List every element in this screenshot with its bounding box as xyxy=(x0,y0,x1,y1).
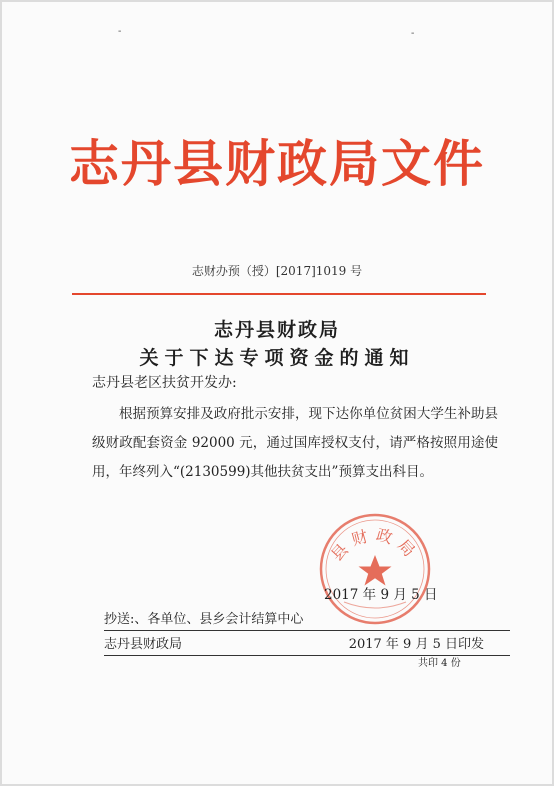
copies-count: 共印 4 份 xyxy=(418,658,461,669)
notice-body xyxy=(92,400,498,487)
scan-mark: - xyxy=(411,28,415,39)
notice-addressee: 志丹县老区扶贫开发办: xyxy=(92,375,237,391)
signature-date: 2017 年 9 月 5 日 xyxy=(324,587,438,603)
footer-print-date: 2017 年 9 月 5 日印发 xyxy=(348,637,484,652)
document-number: 志财办预（授）[2017]1019 号 xyxy=(191,264,363,278)
notice-subject: 关于下达专项资金的通知 xyxy=(139,347,415,369)
footer-issuer: 志丹县财政局 xyxy=(104,637,183,652)
body-paragraph: 根据预算安排及政府批示安排，现下达你单位贫困大学生补助县级财政配套资金 92000 元，通过国库授权支付，请严格按照用途使用，年终列入“(2130599)其他扶贫支出”预算支出科目。 xyxy=(92,406,498,480)
document-header-title: 志丹县财政局文件 xyxy=(69,134,485,193)
seal-star-icon xyxy=(359,555,392,586)
cc-line: 抄送:、各单位、县乡会计结算中心 xyxy=(104,608,510,631)
notice-issuer: 志丹县财政局 xyxy=(213,319,340,341)
footer-line xyxy=(104,633,510,656)
scan-mark: - xyxy=(118,26,122,37)
red-divider xyxy=(72,293,486,295)
seal-text: 县财政局 xyxy=(327,524,423,565)
